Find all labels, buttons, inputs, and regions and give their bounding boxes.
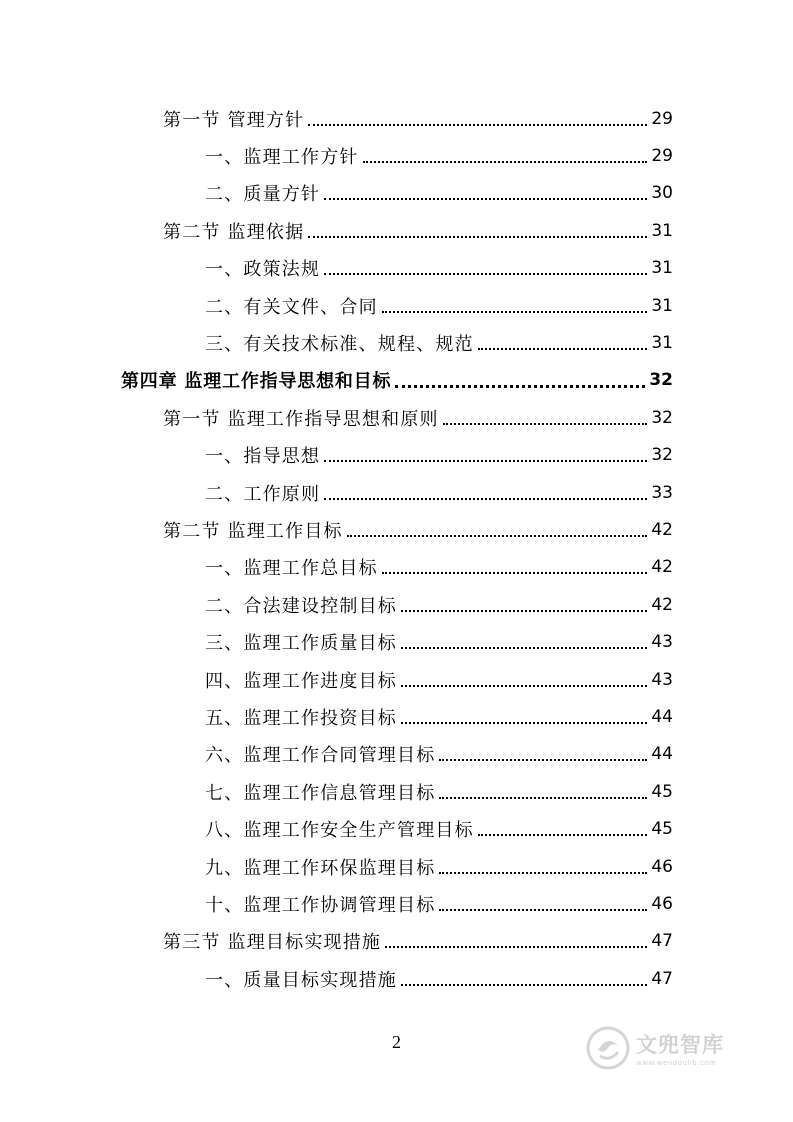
toc-entry-page: 47 (651, 968, 673, 989)
toc-entry-page: 42 (651, 519, 673, 540)
toc-entry-title: 第三节 监理目标实现措施 (163, 932, 382, 954)
toc-entry-item[interactable] (205, 137, 673, 174)
toc-dot-leader (308, 236, 647, 238)
toc-entry-item[interactable] (205, 474, 673, 511)
toc-entry-item[interactable] (205, 773, 673, 810)
toc-entry-page: 32 (651, 445, 673, 466)
toc-entry-title: 第二节 监理工作目标 (163, 520, 343, 542)
toc-dot-leader (439, 872, 647, 874)
toc-entry-title: 一、政策法规 (205, 259, 321, 281)
toc-dot-leader (439, 759, 647, 761)
toc-entry-item[interactable] (205, 960, 673, 997)
toc-dot-leader (401, 647, 647, 649)
toc-entry-item[interactable] (205, 736, 673, 773)
toc-entry-title: 第一节 管理方针 (163, 109, 305, 131)
toc-entry-item[interactable] (205, 437, 673, 474)
toc-entry-page: 42 (651, 594, 673, 615)
toc-entry-page: 47 (651, 931, 673, 952)
toc-dot-leader (443, 423, 648, 425)
toc-entry-page: 43 (651, 632, 673, 653)
toc-entry-title: 二、质量方针 (205, 184, 321, 206)
toc-entry-title: 第四章 监理工作指导思想和目标 (121, 371, 392, 393)
toc-entry-page: 46 (651, 893, 673, 914)
toc-dot-leader (324, 460, 647, 462)
toc-dot-leader (395, 385, 645, 388)
toc-entry-section[interactable] (163, 100, 673, 137)
toc-entry-item[interactable] (205, 848, 673, 885)
toc-entry-page: 31 (651, 333, 673, 354)
toc-entry-item[interactable] (205, 810, 673, 847)
toc-entry-section[interactable] (163, 212, 673, 249)
toc-dot-leader (308, 124, 647, 126)
toc-entry-item[interactable] (205, 586, 673, 623)
toc-entry-title: 八、监理工作安全生产管理目标 (205, 820, 474, 842)
toc-entry-page: 32 (651, 407, 673, 428)
wendou-logo-icon (586, 1026, 630, 1070)
toc-dot-leader (401, 984, 647, 986)
watermark-text (636, 1029, 724, 1067)
toc-dot-leader (401, 685, 647, 687)
toc-entry-page: 44 (651, 744, 673, 765)
toc-entry-page: 45 (651, 781, 673, 802)
toc-entry-item[interactable] (205, 885, 673, 922)
toc-entry-chapter[interactable] (121, 362, 673, 399)
toc-entry-title: 一、质量目标实现措施 (205, 969, 397, 991)
toc-entry-item[interactable] (205, 698, 673, 735)
toc-entry-page: 33 (651, 482, 673, 503)
toc-entry-item[interactable] (205, 250, 673, 287)
watermark (586, 1020, 756, 1076)
toc-entry-title: 四、监理工作进度目标 (205, 670, 397, 692)
toc-dot-leader (439, 909, 647, 911)
toc-dot-leader (401, 722, 647, 724)
toc-entry-item[interactable] (205, 549, 673, 586)
toc-entry-title: 第一节 监理工作指导思想和原则 (163, 408, 439, 430)
toc-entry-page: 42 (651, 557, 673, 578)
toc-entry-title: 三、监理工作质量目标 (205, 633, 397, 655)
toc-entry-page: 30 (651, 183, 673, 204)
toc-dot-leader (324, 273, 647, 275)
page-number: 2 (392, 1032, 401, 1052)
toc-entry-title: 第二节 监理依据 (163, 221, 305, 243)
toc-entry-title: 二、工作原则 (205, 483, 321, 505)
toc-dot-leader (382, 572, 648, 574)
toc-entry-title: 二、有关文件、合同 (205, 296, 378, 318)
toc-entry-section[interactable] (163, 399, 673, 436)
toc-dot-leader (478, 834, 648, 836)
toc-entry-page: 45 (651, 819, 673, 840)
toc-entry-page: 31 (651, 295, 673, 316)
toc-entry-title: 二、合法建设控制目标 (205, 595, 397, 617)
toc-entry-page: 46 (651, 856, 673, 877)
toc-entry-item[interactable] (205, 175, 673, 212)
toc-entry-item[interactable] (205, 661, 673, 698)
toc-dot-leader (382, 311, 648, 313)
toc-entry-item[interactable] (205, 324, 673, 361)
toc-entry-page: 29 (651, 108, 673, 129)
watermark-name: 文兜智库 (636, 1033, 724, 1057)
toc-entry-title: 九、监理工作环保监理目标 (205, 857, 436, 879)
toc-entry-page: 31 (651, 220, 673, 241)
toc-entry-page: 44 (651, 706, 673, 727)
toc-entry-title: 三、有关技术标准、规程、规范 (205, 334, 474, 356)
toc-entry-page: 31 (651, 258, 673, 279)
toc-entry-item[interactable] (205, 287, 673, 324)
toc-dot-leader (401, 610, 647, 612)
toc-entry-item[interactable] (205, 623, 673, 660)
toc-entry-title: 一、监理工作总目标 (205, 558, 378, 580)
toc-entry-page: 29 (651, 146, 673, 167)
toc-entry-page: 32 (649, 370, 673, 391)
toc-entry-title: 一、指导思想 (205, 446, 321, 468)
toc-dot-leader (363, 161, 648, 163)
toc-dot-leader (324, 198, 647, 200)
watermark-url: www.wendoulib.com (636, 1059, 717, 1067)
toc-entry-title: 六、监理工作合同管理目标 (205, 745, 436, 767)
toc-dot-leader (439, 797, 647, 799)
toc-dot-leader (385, 946, 647, 948)
table-of-contents (0, 100, 793, 997)
toc-entry-section[interactable] (163, 923, 673, 960)
toc-dot-leader (347, 535, 648, 537)
toc-dot-leader (324, 498, 647, 500)
toc-entry-title: 十、监理工作协调管理目标 (205, 894, 436, 916)
toc-entry-title: 七、监理工作信息管理目标 (205, 782, 436, 804)
toc-dot-leader (478, 348, 648, 350)
toc-entry-title: 一、监理工作方针 (205, 147, 359, 169)
toc-entry-section[interactable] (163, 511, 673, 548)
toc-entry-page: 43 (651, 669, 673, 690)
toc-entry-title: 五、监理工作投资目标 (205, 707, 397, 729)
